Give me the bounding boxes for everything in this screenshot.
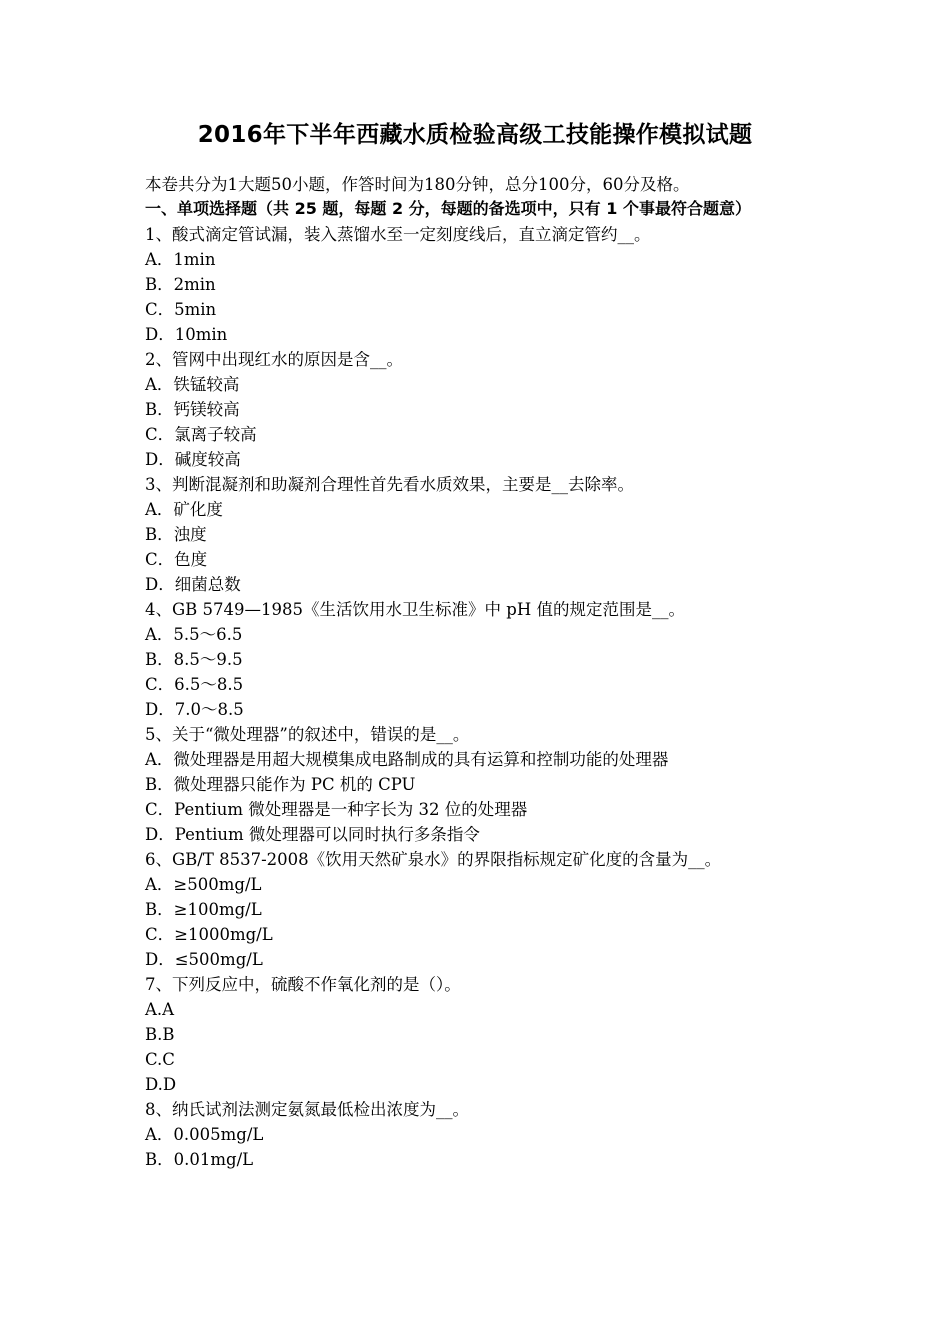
answer-option: A．0.005mg/L xyxy=(145,1125,264,1144)
answer-option: C．色度 xyxy=(145,550,208,569)
question-block xyxy=(145,972,817,1097)
answer-option: D．Pentium 微处理器可以同时执行多条指令 xyxy=(145,825,480,844)
answer-option: B.B xyxy=(145,1025,175,1044)
answer-option: D．碱度较高 xyxy=(145,450,241,469)
question-block xyxy=(145,347,817,472)
answer-option: D.D xyxy=(145,1075,177,1094)
answer-option: C．5min xyxy=(145,300,217,319)
question-stem: 1、酸式滴定管试漏，装入蒸馏水至一定刻度线后，直立滴定管约__。 xyxy=(145,225,651,244)
answer-option: C．氯离子较高 xyxy=(145,425,257,444)
question-block xyxy=(145,722,817,847)
question-stem: 5、关于“微处理器”的叙述中，错误的是__。 xyxy=(145,725,470,744)
section-heading: 一、单项选择题（共 25 题，每题 2 分，每题的备选项中，只有 1 个事最符合题意） xyxy=(145,199,751,218)
answer-option: D．≤500mg/L xyxy=(145,950,263,969)
document-body xyxy=(145,172,817,1172)
answer-option: A．矿化度 xyxy=(145,500,223,519)
answer-option: D．10min xyxy=(145,325,228,344)
exam-intro: 本卷共分为1大题50小题，作答时间为180分钟，总分100分，60分及格。 xyxy=(145,175,690,194)
question-stem: 3、判断混凝剂和助凝剂合理性首先看水质效果，主要是__去除率。 xyxy=(145,475,634,494)
answer-option: C．≥1000mg/L xyxy=(145,925,273,944)
answer-option: D．细菌总数 xyxy=(145,575,241,594)
question-stem: 8、纳氏试剂法测定氨氮最低检出浓度为__。 xyxy=(145,1100,469,1119)
answer-option: C．6.5～8.5 xyxy=(145,675,244,694)
answer-option: A．≥500mg/L xyxy=(145,875,262,894)
answer-option: A．铁锰较高 xyxy=(145,375,240,394)
answer-option: A．5.5～6.5 xyxy=(145,625,243,644)
answer-option: A.A xyxy=(145,1000,175,1019)
question-block xyxy=(145,847,817,972)
question-block xyxy=(145,222,817,347)
answer-option: C.C xyxy=(145,1050,175,1069)
answer-option: B．0.01mg/L xyxy=(145,1150,254,1169)
document-title: 2016年下半年西藏水质检验高级工技能操作模拟试题 xyxy=(197,122,753,148)
answer-option: B．微处理器只能作为 PC 机的 CPU xyxy=(145,775,416,794)
answer-option: B．钙镁较高 xyxy=(145,400,240,419)
answer-option: B．浊度 xyxy=(145,525,207,544)
answer-option: A．1min xyxy=(145,250,216,269)
answer-option: D．7.0～8.5 xyxy=(145,700,244,719)
question-block xyxy=(145,597,817,722)
answer-option: C．Pentium 微处理器是一种字长为 32 位的处理器 xyxy=(145,800,528,819)
answer-option: B．8.5～9.5 xyxy=(145,650,243,669)
question-stem: 6、GB/T 8537-2008《饮用天然矿泉水》的界限指标规定矿化度的含量为__。 xyxy=(145,850,722,869)
question-block xyxy=(145,1097,817,1172)
answer-option: A．微处理器是用超大规模集成电路制成的具有运算和控制功能的处理器 xyxy=(145,750,669,769)
question-block xyxy=(145,472,817,597)
answer-option: B．≥100mg/L xyxy=(145,900,262,919)
question-stem: 7、下列反应中，硫酸不作氧化剂的是（）。 xyxy=(145,975,461,994)
question-stem: 4、GB 5749—1985《生活饮用水卫生标准》中 pH 值的规定范围是__。 xyxy=(145,600,685,619)
question-list xyxy=(145,222,817,1172)
answer-option: B．2min xyxy=(145,275,216,294)
question-stem: 2、管网中出现红水的原因是含__。 xyxy=(145,350,403,369)
